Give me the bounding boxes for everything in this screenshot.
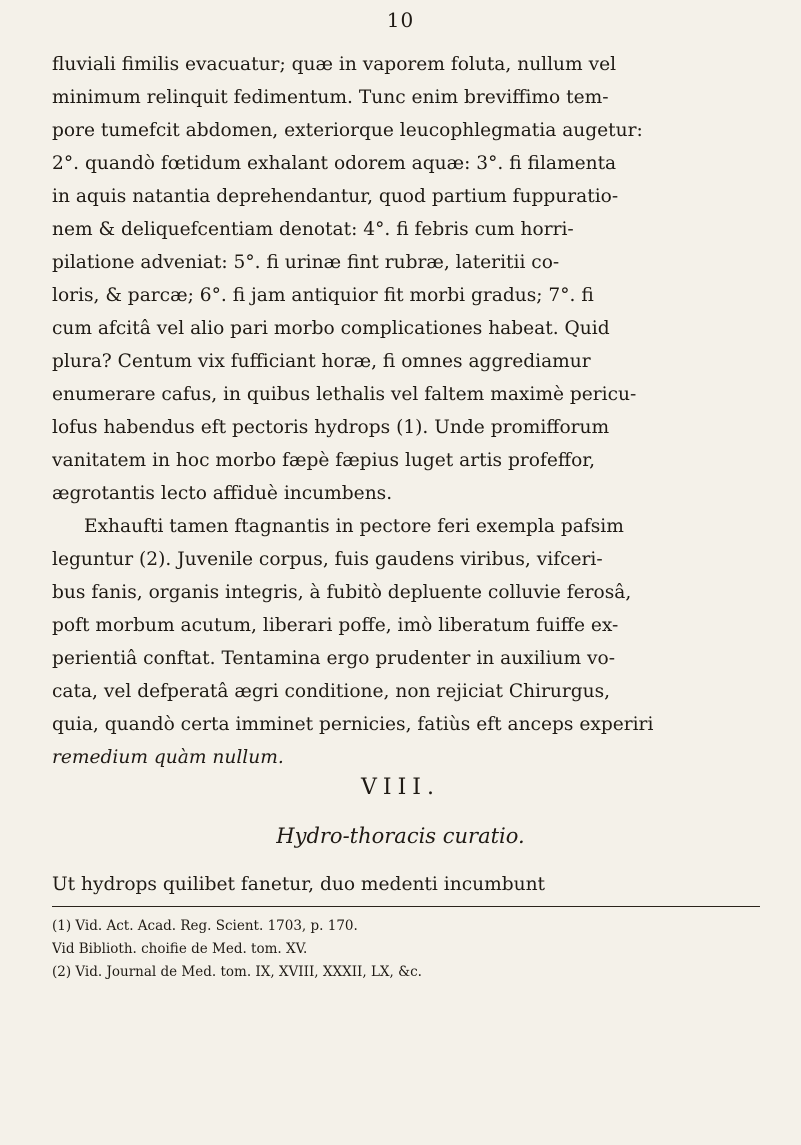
text-line: 2°. quandò fœtidum exhalant odorem aquæ: 3°. fi filamenta — [52, 153, 617, 174]
text-line: pilatione adveniat: 5°. fi urinæ fint rubræ, lateritii co- — [52, 252, 560, 273]
text-line: ægrotantis lecto affiduè incumbens. — [52, 483, 393, 504]
page-number: 10 — [386, 8, 415, 32]
footnote: (1) Vid. Act. Acad. Reg. Scient. 1703, p. 170. — [52, 918, 358, 934]
section-first-line: Ut hydrops quilibet fanetur, duo medenti incumbunt — [52, 874, 546, 895]
text-line: cata, vel defperatâ ægri conditione, non rejiciat Chirurgus, — [52, 681, 611, 702]
footnotes — [52, 915, 764, 984]
footnote: Vid Biblioth. choifie de Med. tom. XV. — [52, 941, 308, 957]
text-line: lofus habendus eft pectoris hydrops (1). Unde promifforum — [52, 417, 610, 438]
section-number: VIII. — [361, 775, 440, 800]
text-line: leguntur (2). Juvenile corpus, fuis gaudens viribus, vifceri- — [52, 549, 603, 570]
text-line: plura? Centum vix fufficiant horæ, fi omnes aggrediamur — [52, 351, 591, 372]
text-line: vanitatem in hoc morbo fæpè fæpius luget artis profeffor, — [52, 450, 596, 471]
text-line: pore tumefcit abdomen, exteriorque leucophlegmatia augetur: — [52, 120, 643, 141]
text-line: loris, & parcæ; 6°. fi jam antiquior fit morbi gradus; 7°. fi — [52, 285, 594, 306]
text-line: Exhaufti tamen ftagnantis in pectore feri exempla pafsim — [84, 516, 624, 537]
text-line: quia, quandò certa imminet pernicies, fatiùs eft anceps experiri — [52, 714, 654, 735]
text-line: poft morbum acutum, liberari poffe, imò liberatum fuiffe ex- — [52, 615, 619, 636]
text-line: minimum relinquit fedimentum. Tunc enim breviffimo tem- — [52, 87, 609, 108]
text-line: remedium quàm nullum. — [52, 747, 284, 768]
text-line: fluviali fimilis evacuatur; quæ in vaporem foluta, nullum vel — [52, 54, 617, 75]
text-line: in aquis natantia deprehendantur, quod partium fuppuratio- — [52, 186, 619, 207]
footnote: (2) Vid. Journal de Med. tom. IX, XVIII, XXXII, LX, &c. — [52, 964, 422, 980]
text-line: cum afcitâ vel alio pari morbo complicationes habeat. Quid — [52, 318, 610, 339]
footnote-rule — [52, 906, 760, 907]
text-line: perientiâ conftat. Tentamina ergo prudenter in auxilium vo- — [52, 648, 616, 669]
section-title: Hydro-thoracis curatio. — [276, 824, 525, 848]
text-line: enumerare cafus, in quibus lethalis vel faltem maximè pericu- — [52, 384, 637, 405]
text-line: nem & deliquefcentiam denotat: 4°. fi febris cum horri- — [52, 219, 574, 240]
text-line: bus fanis, organis integris, à fubitò depluente colluvie ferosâ, — [52, 582, 632, 603]
body-text — [52, 48, 764, 774]
